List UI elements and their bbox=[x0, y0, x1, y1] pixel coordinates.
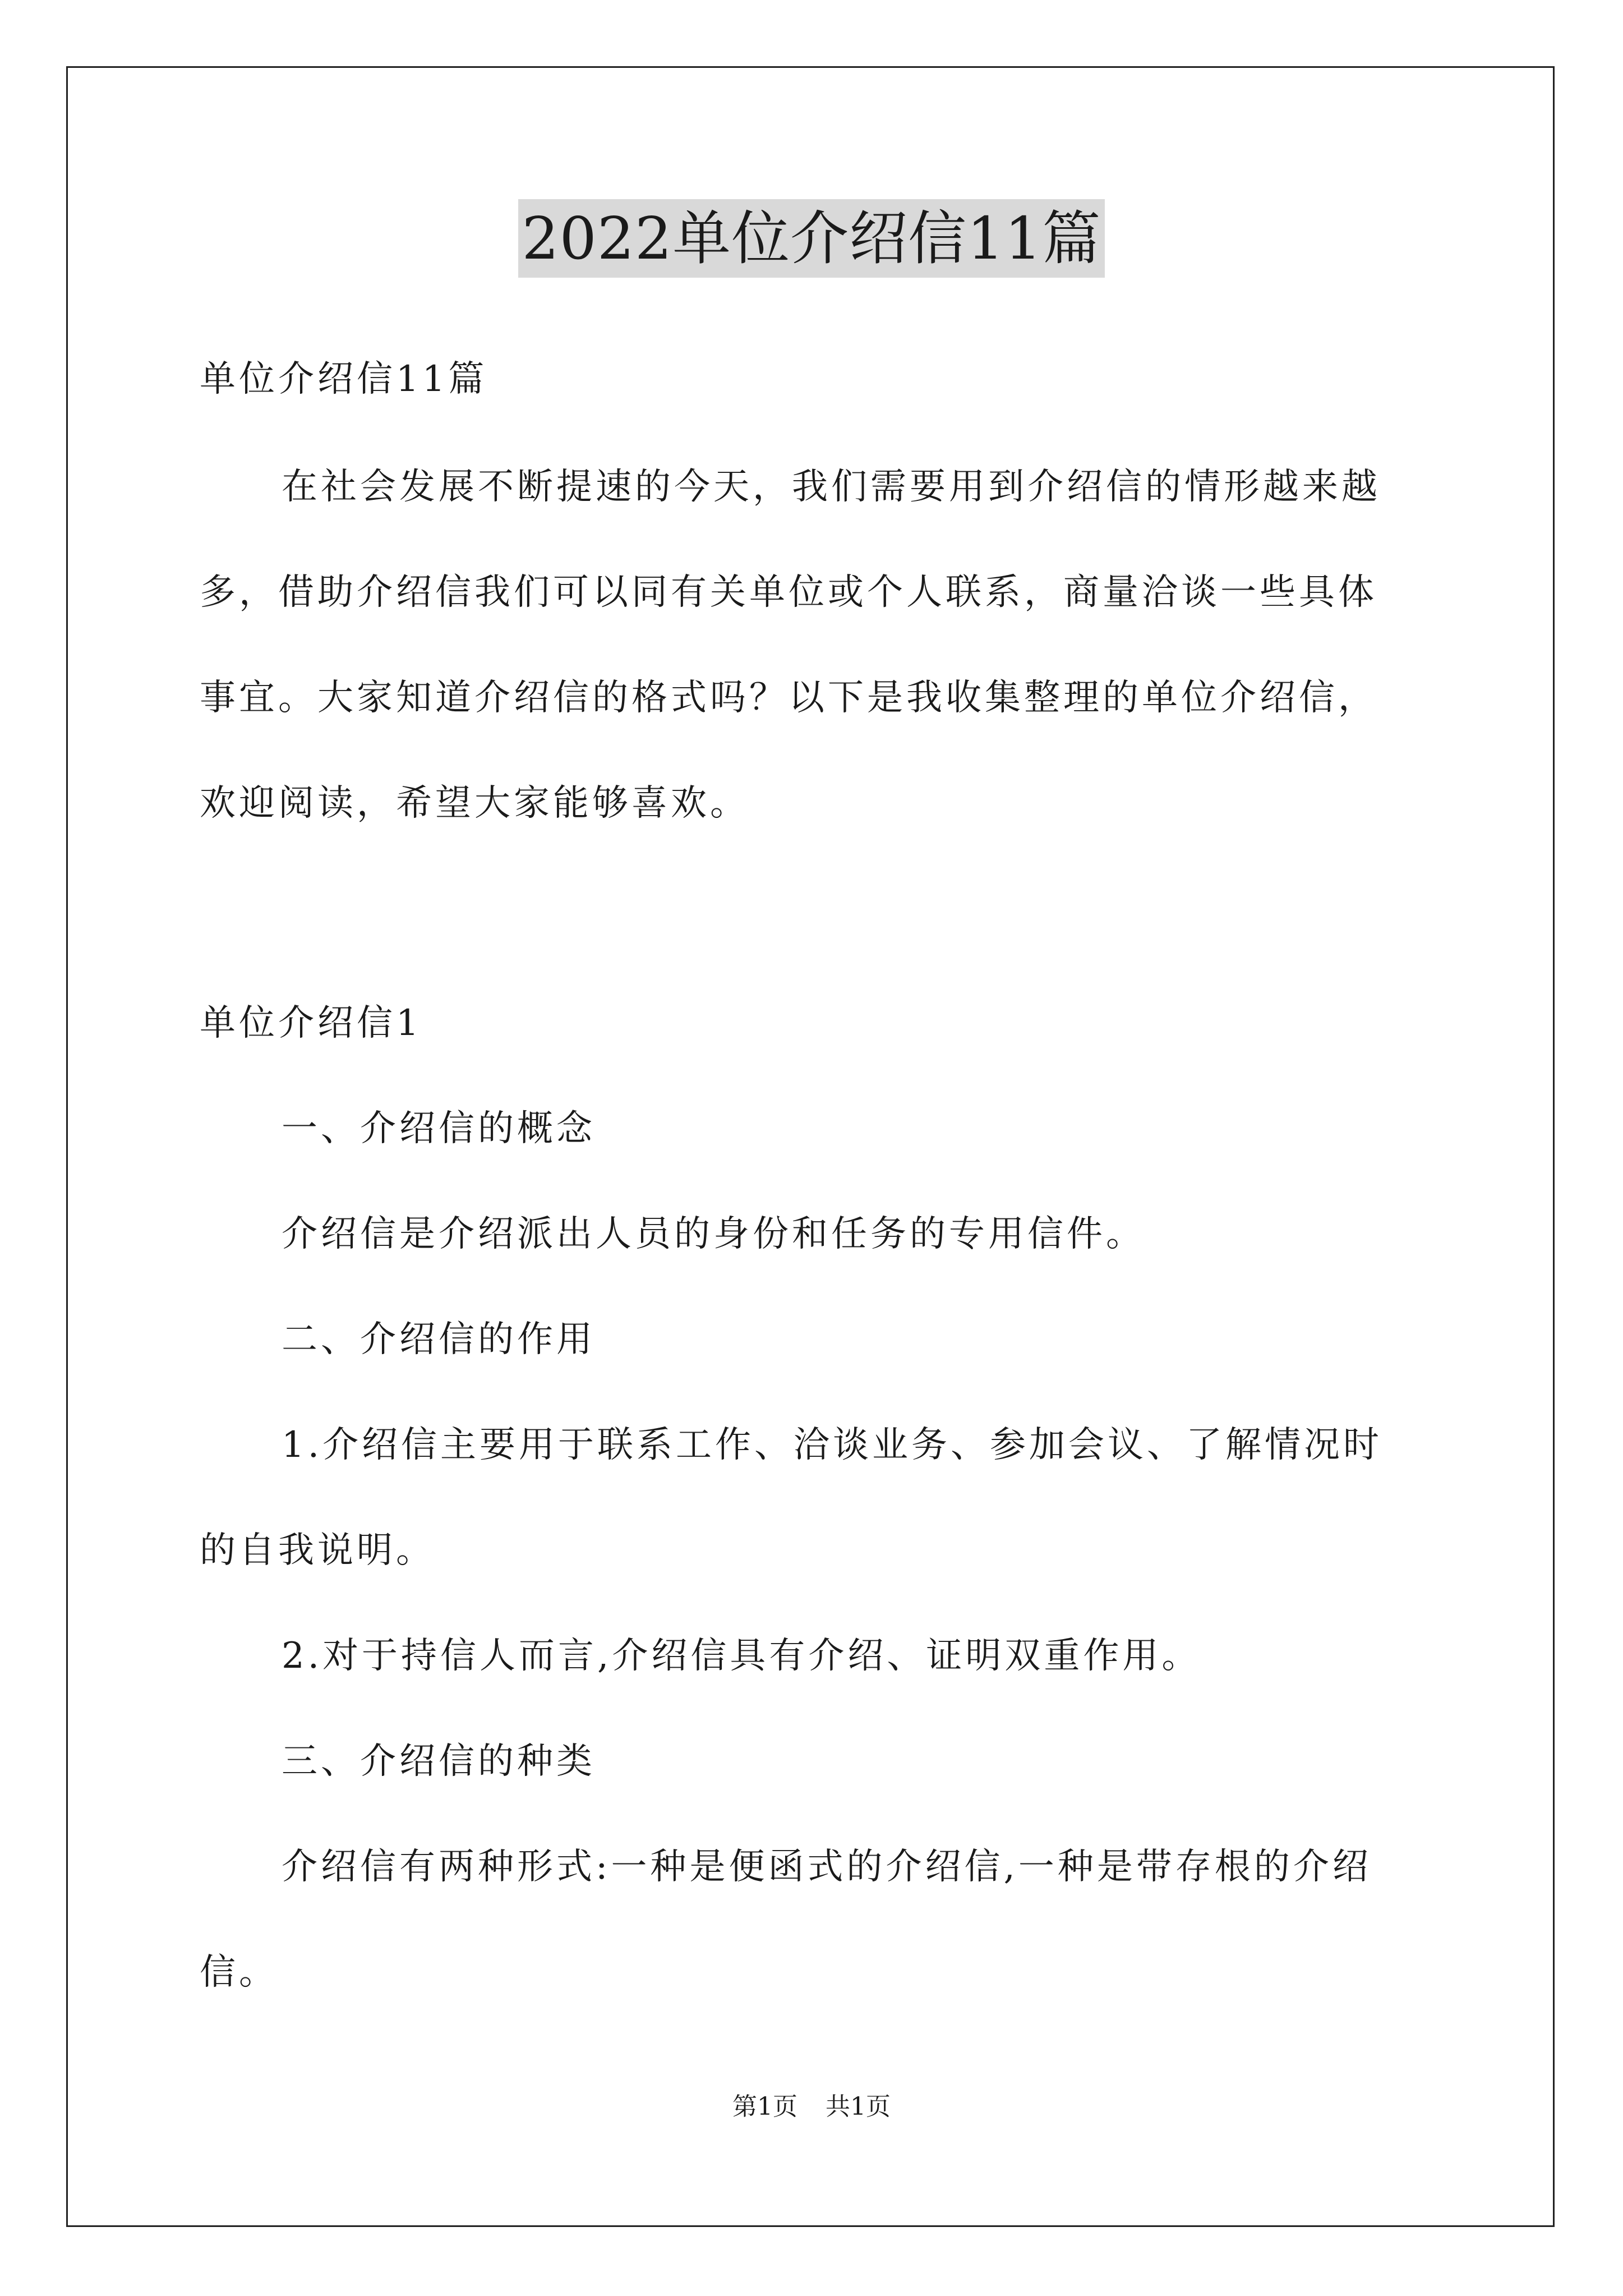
page-number-current: 第1页 bbox=[732, 2092, 797, 2121]
purpose-item-1-line-2: 的自我说明。 bbox=[200, 1530, 435, 1571]
purpose-item-2: 2.对于持信人而言,介绍信具有介绍、证明双重作用。 bbox=[282, 1635, 1201, 1677]
document-subtitle: 单位介绍信11篇 bbox=[200, 358, 488, 400]
page-number-total: 共1页 bbox=[826, 2092, 891, 2121]
page-footer bbox=[0, 2091, 1623, 2123]
intro-line-2: 多，借助介绍信我们可以同有关单位或个人联系，商量洽谈一些具体 bbox=[200, 572, 1377, 613]
heading-types: 三、介绍信的种类 bbox=[282, 1741, 596, 1782]
document-title: 2022单位介绍信11篇 bbox=[518, 199, 1104, 278]
intro-line-4: 欢迎阅读，希望大家能够喜欢。 bbox=[200, 783, 749, 824]
intro-line-3: 事宜。大家知道介绍信的格式吗？以下是我收集整理的单位介绍信， bbox=[200, 677, 1377, 719]
paragraph-types-line-1: 介绍信有两种形式:一种是便函式的介绍信,一种是带存根的介绍 bbox=[282, 1846, 1372, 1888]
paragraph-concept: 介绍信是介绍派出人员的身份和任务的专用信件。 bbox=[282, 1213, 1145, 1255]
heading-purpose: 二、介绍信的作用 bbox=[282, 1319, 596, 1360]
intro-line-1: 在社会发展不断提速的今天，我们需要用到介绍信的情形越来越 bbox=[282, 466, 1381, 508]
section-heading: 单位介绍信1 bbox=[200, 1002, 422, 1044]
heading-concept: 一、介绍信的概念 bbox=[282, 1108, 596, 1149]
title-container bbox=[0, 199, 1623, 278]
purpose-item-1-line-1: 1.介绍信主要用于联系工作、洽谈业务、参加会议、了解情况时 bbox=[282, 1424, 1383, 1466]
paragraph-types-line-2: 信。 bbox=[200, 1952, 278, 1993]
